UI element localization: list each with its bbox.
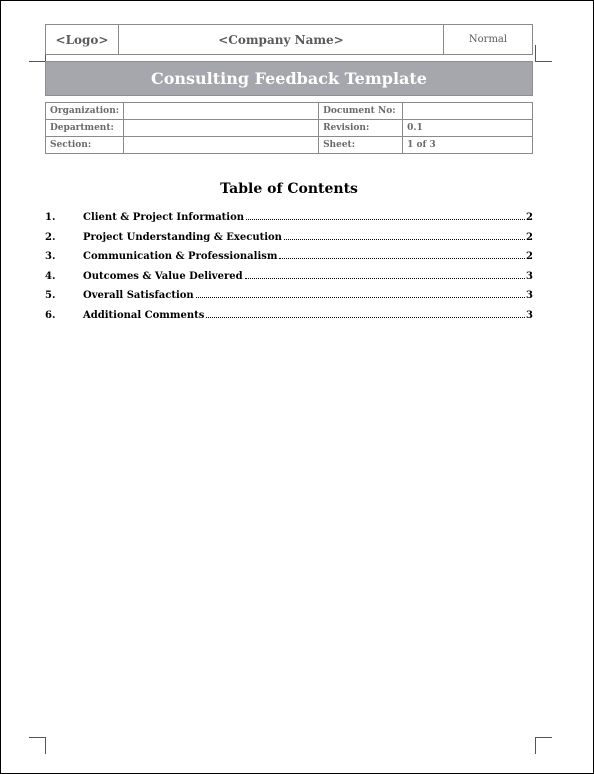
toc-entry-6[interactable] xyxy=(45,310,533,330)
document-no-field[interactable] xyxy=(403,103,533,120)
department-field[interactable] xyxy=(124,120,319,137)
toc-link-text[interactable]: Communication & Professionalism xyxy=(83,251,278,263)
crop-mark-top-right xyxy=(535,45,552,62)
section-field[interactable] xyxy=(124,137,319,154)
section-label: Section: xyxy=(46,137,124,154)
toc-page-number: 3 xyxy=(526,290,533,302)
toc-entry-4[interactable] xyxy=(45,271,533,291)
toc-entry-3[interactable] xyxy=(45,251,533,271)
document-info-table xyxy=(45,102,533,154)
logo-placeholder[interactable]: <Logo> xyxy=(46,25,119,55)
toc-entry-2[interactable] xyxy=(45,232,533,252)
toc-link-text[interactable]: Project Understanding & Execution xyxy=(83,231,282,243)
revision-field[interactable]: 0.1 xyxy=(403,120,533,137)
table-row xyxy=(46,137,533,154)
crop-mark-top-left xyxy=(29,45,46,62)
toc-link-text[interactable]: Outcomes & Value Delivered xyxy=(83,270,243,282)
sheet-field[interactable]: 1 of 3 xyxy=(403,137,533,154)
toc-leader-dots xyxy=(284,239,525,240)
toc-link-text[interactable]: Additional Comments xyxy=(83,309,205,321)
toc-leader-dots xyxy=(279,258,525,259)
toc-page-number: 3 xyxy=(526,309,533,321)
toc-number: 6. xyxy=(45,309,56,321)
organization-label: Organization: xyxy=(46,103,124,120)
crop-mark-bottom-right xyxy=(535,737,552,754)
toc-leader-dots xyxy=(206,317,525,318)
sheet-label: Sheet: xyxy=(319,137,403,154)
table-row xyxy=(46,103,533,120)
toc-entry-1[interactable] xyxy=(45,212,533,232)
document-no-label: Document No: xyxy=(319,103,403,120)
toc-number: 3. xyxy=(45,251,56,263)
crop-mark-bottom-left xyxy=(29,737,46,754)
header-table xyxy=(45,24,533,55)
status-label: Normal xyxy=(444,25,533,55)
revision-label: Revision: xyxy=(319,120,403,137)
toc-title: Table of Contents xyxy=(220,181,358,197)
toc-page-number: 2 xyxy=(526,212,533,223)
document-title: Consulting Feedback Template xyxy=(45,61,533,96)
toc-link-text[interactable]: Overall Satisfaction xyxy=(83,290,194,302)
toc-number: 4. xyxy=(45,270,56,282)
organization-field[interactable] xyxy=(124,103,319,120)
department-label: Department: xyxy=(46,120,124,137)
company-name[interactable]: <Company Name> xyxy=(119,25,444,55)
toc-entry-5[interactable] xyxy=(45,290,533,310)
toc-page-number: 2 xyxy=(526,231,533,243)
table-row xyxy=(46,120,533,137)
toc-number: 5. xyxy=(45,290,56,302)
toc-leader-dots xyxy=(196,297,525,298)
table-of-contents xyxy=(45,212,533,330)
toc-leader-dots xyxy=(246,219,525,220)
toc-number: 2. xyxy=(45,231,56,243)
toc-page-number: 2 xyxy=(526,251,533,263)
toc-leader-dots xyxy=(245,278,525,279)
toc-number: 1. xyxy=(45,212,56,223)
toc-page-number: 3 xyxy=(526,270,533,282)
toc-link-text[interactable]: Client & Project Information xyxy=(83,212,245,223)
